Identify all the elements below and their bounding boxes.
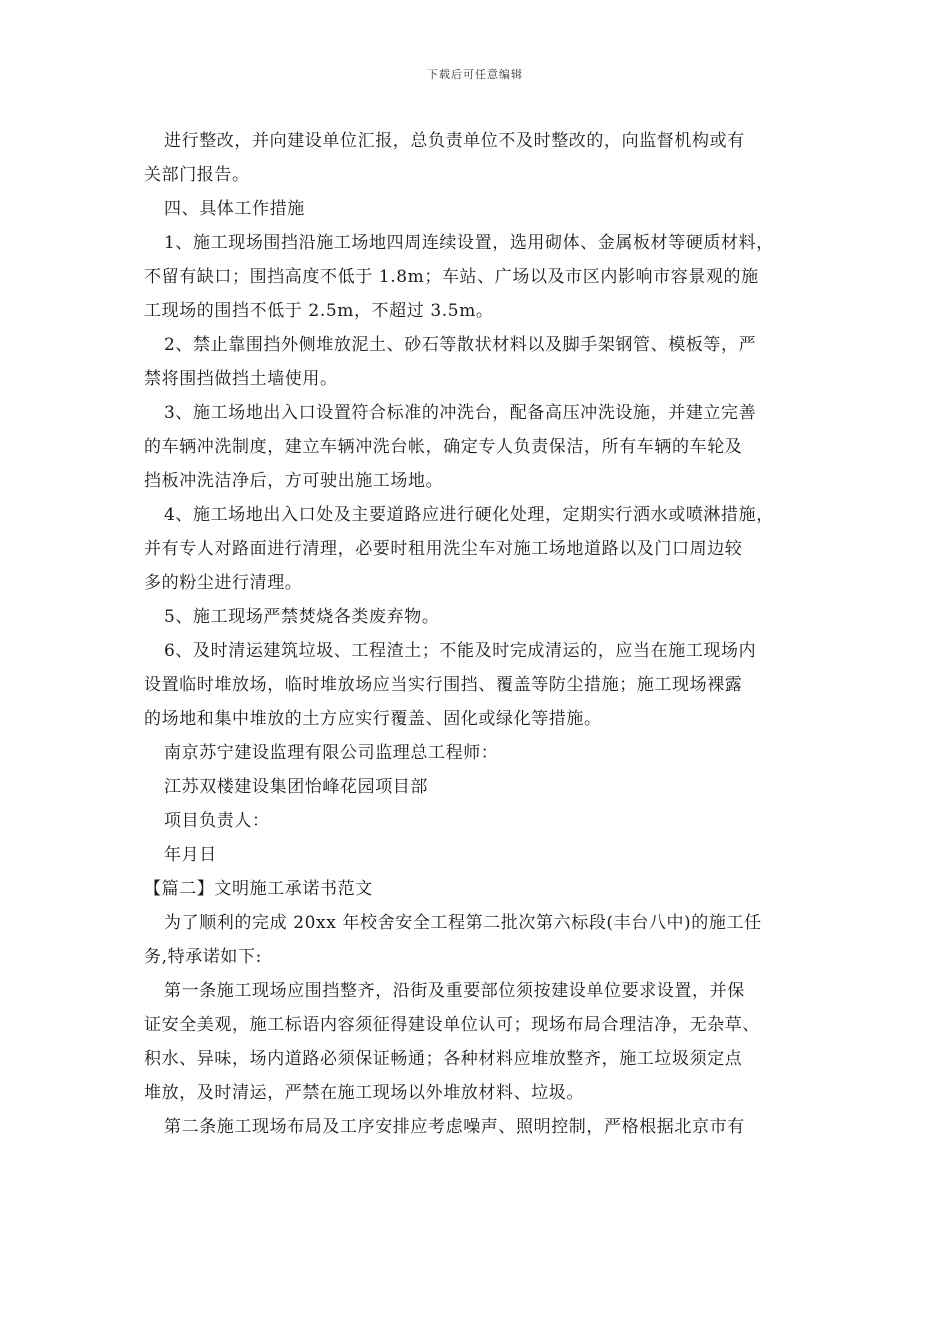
text-line: 的场地和集中堆放的土方应实行覆盖、固化或绿化等措施。 xyxy=(144,709,602,729)
text-line: 第一条施工现场应围挡整齐，沿街及重要部位须按建设单位要求设置，并保 xyxy=(164,981,745,1001)
text-line: 禁将围挡做挡土墙使用。 xyxy=(144,369,338,389)
text-line: 不留有缺口；围挡高度不低于 1.8m；车站、广场以及市区内影响市容景观的施 xyxy=(144,267,759,287)
text-line: 4、施工场地出入口处及主要道路应进行硬化处理，定期实行洒水或喷淋措施， xyxy=(164,505,774,525)
text-line: 关部门报告。 xyxy=(144,165,250,185)
text-line: 工现场的围挡不低于 2.5m，不超过 3.5m。 xyxy=(144,301,494,321)
text-line: 2、禁止靠围挡外侧堆放泥土、砂石等散状材料以及脚手架钢管、模板等，严 xyxy=(164,335,757,355)
text-line: 1、施工现场围挡沿施工场地四周连续设置，选用砌体、金属板材等硬质材料， xyxy=(164,233,774,253)
text-line: 堆放，及时清运，严禁在施工现场以外堆放材料、垃圾。 xyxy=(144,1083,584,1103)
text-line: 设置临时堆放场，临时堆放场应当实行围挡、覆盖等防尘措施；施工现场裸露 xyxy=(144,675,743,695)
text-line: 南京苏宁建设监理有限公司监理总工程师： xyxy=(164,743,499,763)
text-line: 年月日 xyxy=(164,845,217,865)
text-line: 第二条施工现场布局及工序安排应考虑噪声、照明控制，严格根据北京市有 xyxy=(164,1117,745,1137)
text-line: 项目负责人： xyxy=(164,811,270,831)
text-line: 务,特承诺如下: xyxy=(144,947,262,967)
text-line: 3、施工场地出入口设置符合标准的冲洗台，配备高压冲洗设施，并建立完善 xyxy=(164,403,757,423)
text-line: 【篇二】文明施工承诺书范文 xyxy=(144,879,373,899)
text-line: 四、具体工作措施 xyxy=(164,199,305,219)
text-line: 证安全美观，施工标语内容须征得建设单位认可；现场布局合理洁净，无杂草、 xyxy=(144,1015,760,1035)
text-line: 5、施工现场严禁焚烧各类废弃物。 xyxy=(164,607,440,627)
page-header-note: 下载后可任意编辑 xyxy=(427,68,523,81)
text-line: 进行整改，并向建设单位汇报，总负责单位不及时整改的，向监督机构或有 xyxy=(164,131,745,151)
text-line: 的车辆冲洗制度，建立车辆冲洗台帐，确定专人负责保洁，所有车辆的车轮及 xyxy=(144,437,743,457)
text-line: 挡板冲洗洁净后，方可驶出施工场地。 xyxy=(144,471,444,491)
text-line: 并有专人对路面进行清理，必要时租用洗尘车对施工场地道路以及门口周边较 xyxy=(144,539,743,559)
text-line: 积水、异味，场内道路必须保证畅通；各种材料应堆放整齐，施工垃圾须定点 xyxy=(144,1049,743,1069)
document-body xyxy=(144,124,812,1144)
text-line: 多的粉尘进行清理。 xyxy=(144,573,303,593)
text-line: 江苏双楼建设集团怡峰花园项目部 xyxy=(164,777,428,797)
text-line: 6、及时清运建筑垃圾、工程渣土；不能及时完成清运的，应当在施工现场内 xyxy=(164,641,757,661)
text-line: 为了顺利的完成 20xx 年校舍安全工程第二批次第六标段(丰台八中)的施工任 xyxy=(164,913,762,933)
